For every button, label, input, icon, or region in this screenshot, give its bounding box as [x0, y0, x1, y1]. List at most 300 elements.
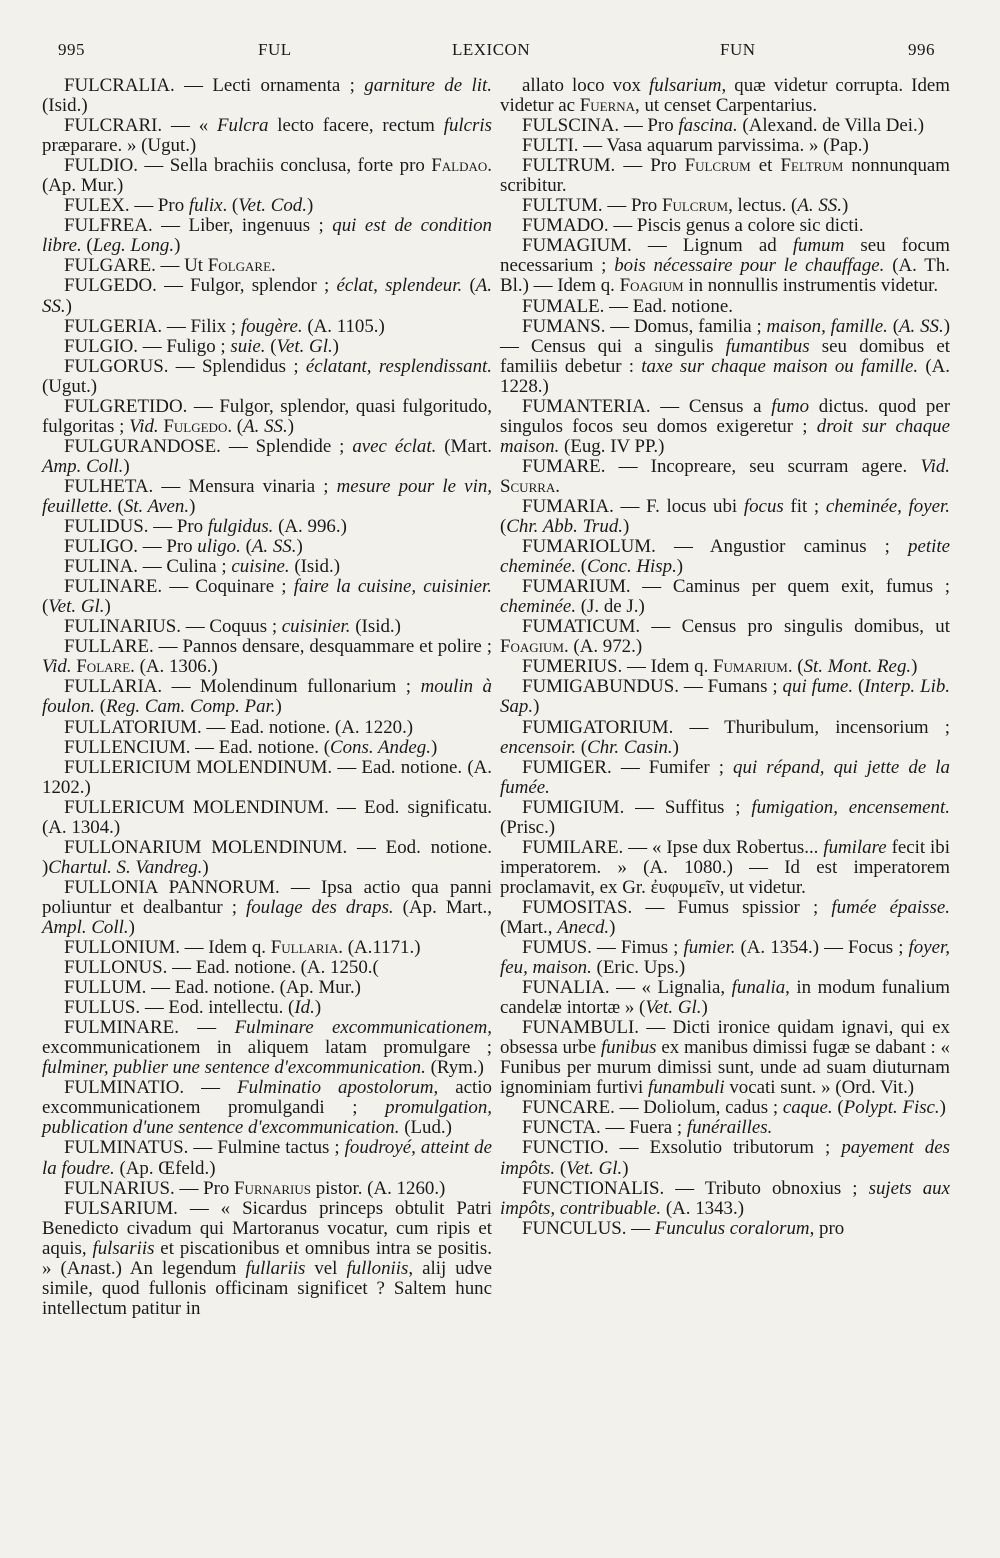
italic-text: Vet. Gl.: [566, 1157, 623, 1179]
entry-text: FUMOSITAS. — Fumus spissior ;: [522, 896, 832, 918]
italic-text: fulsarium: [649, 75, 722, 96]
entry-text: . (: [227, 415, 244, 437]
entry-text: pistor. (A. 1260.): [311, 1177, 446, 1199]
dictionary-entry: [500, 1219, 950, 1239]
italic-text: qui est de condition libre.: [42, 215, 492, 257]
entry-text: seu domibus et familiis debetur :: [500, 335, 951, 377]
dictionary-entry: [500, 216, 950, 236]
dictionary-entry: [42, 938, 492, 958]
entry-text: (: [265, 335, 277, 357]
entry-text: FULIDUS. — Pro: [64, 516, 208, 538]
italic-text: Chartul. S. Vandreg.: [48, 856, 203, 878]
italic-text: encensoir.: [500, 736, 577, 758]
entry-text: fit ;: [783, 495, 826, 517]
italic-text: promulgation, publication d'une sentence d'excommunication.: [42, 1097, 492, 1139]
dictionary-entry: [500, 457, 950, 497]
entry-text: FULLATORIUM. — Ead. notione. (A. 1220.): [64, 716, 414, 738]
entry-text: FUMADO. — Piscis genus a colore sic dicti.: [522, 215, 864, 237]
italic-text: fumo: [771, 395, 810, 417]
entry-text: (Lud.): [399, 1117, 452, 1139]
dictionary-entry: [42, 1138, 492, 1178]
italic-text: foulage des draps.: [245, 896, 394, 918]
dictionary-entry: [500, 898, 950, 938]
entry-text: ast.) An legendum: [89, 1257, 246, 1279]
dictionary-entry: [42, 838, 492, 878]
italic-text: Cons. Andeg.: [330, 736, 431, 758]
italic-text: fumantibus: [725, 335, 810, 357]
dictionary-entry: [42, 216, 492, 256]
entry-text: (: [112, 495, 124, 517]
dictionary-entry: [42, 477, 492, 517]
entry-text: , pro: [809, 1217, 845, 1239]
italic-text: Id.: [294, 997, 315, 1019]
dictionary-entry: [42, 276, 492, 316]
entry-text: ): [123, 455, 130, 477]
entry-text: FULHETA. — Mensura vinaria ;: [64, 475, 337, 497]
entry-text: (Prisc.): [500, 816, 556, 838]
italic-text: cuisine.: [231, 556, 290, 578]
entry-text: FUNCARE. — Doliolum, cadus ;: [522, 1097, 783, 1119]
entry-text: FULLARIA. — Molendinum fullonarium ;: [64, 676, 421, 698]
italic-text: Vet. Cod.: [238, 195, 307, 217]
entry-text: FULSARIUM. — « Sicardus princeps obtulit Patri Benedicto civadum qui Martoranus vocatur, cum ripis et aquis,: [42, 1197, 492, 1259]
dictionary-entry: [500, 317, 950, 397]
dictionary-entry: [500, 1098, 950, 1118]
entry-text: FULGARE. — Ut: [64, 255, 208, 277]
small-caps-ref: Folare: [76, 656, 131, 678]
entry-text: et piscationibus et omnibus intra se positis. » (A: [42, 1237, 492, 1279]
entry-text: FULLARE. — Pannos densare, desquammare et polire ;: [64, 636, 492, 658]
italic-text: A. SS.: [899, 315, 944, 337]
entry-text: ): [65, 295, 72, 317]
entry-text: FUMARE. — Incopreare, seu scurram agere.: [522, 455, 921, 477]
italic-text: fougère.: [240, 315, 303, 337]
italic-text: faire la cuisine, cuisinier.: [293, 576, 493, 598]
entry-text: , lectus. (: [728, 195, 798, 217]
small-caps-ref: Fulcrum: [661, 195, 729, 217]
italic-text: Vid.: [920, 455, 950, 477]
entry-text: . (A. 1306.): [130, 656, 218, 678]
dictionary-entry: [500, 838, 950, 898]
left-column: [42, 76, 492, 1319]
dictionary-entry: [42, 617, 492, 637]
entry-text: FUMARIUM. — Caminus per quem exit, fumus ;: [522, 576, 950, 598]
entry-text: FULTRUM. — Pro: [522, 155, 685, 177]
entry-text: FULLUM. — Ead. notione. (Ap. Mur.): [64, 977, 361, 999]
italic-text: A. SS.: [243, 415, 288, 437]
italic-text: Anecd.: [557, 916, 610, 938]
italic-text: caque.: [782, 1097, 833, 1119]
italic-text: fumilare: [823, 836, 887, 858]
italic-text: funibus: [600, 1037, 657, 1059]
entry-text: (: [555, 1157, 567, 1179]
entry-text: , in modum funalium candelæ intortæ » (: [500, 977, 950, 1019]
entry-text: ): [332, 335, 339, 357]
dictionary-entry: [42, 317, 492, 337]
italic-text: droit sur chaque maison.: [500, 415, 950, 457]
entry-text: FUMAGIUM. — Lignum ad: [522, 235, 793, 257]
dictionary-entry: [500, 1018, 950, 1098]
italic-text: fumée épaisse.: [831, 896, 950, 918]
italic-text: fumier.: [683, 937, 736, 959]
italic-text: maison, famille.: [766, 315, 888, 337]
entry-text: FUNCTIONALIS. — Tributo obnoxius ;: [522, 1177, 869, 1199]
entry-text: . (: [222, 195, 239, 217]
entry-text: ex manibus dimissi fugæ se dabant : « Funibus per murum dimissi sunt, unde ad suam diuturnam ignominiam furtivi: [500, 1037, 950, 1099]
dictionary-entry: [42, 677, 492, 717]
italic-text: funérailles.: [686, 1117, 773, 1139]
entry-text: FUMANTERIA. — Census a: [522, 395, 772, 417]
dictionary-entry: [500, 236, 950, 296]
italic-text: Vid.: [42, 656, 72, 678]
entry-text: (: [853, 676, 865, 698]
entry-text: dictus. quod per singulos focos seu domos exigeretur ;: [500, 395, 950, 437]
italic-text: fullariis: [245, 1257, 306, 1279]
entry-text: , actio excommunicationem promulgandi ;: [42, 1077, 492, 1119]
entry-text: FULMINATUS. — Fulmine tactus ;: [64, 1137, 345, 1159]
entry-text: ) — Census qui a singulis: [500, 315, 951, 357]
dictionary-entry: [500, 136, 950, 156]
entry-text: FULLERICIUM MOLENDINUM. — Ead. notione. (A. 1202.): [42, 756, 492, 798]
dictionary-entry: [42, 357, 492, 397]
entry-text: ): [104, 596, 111, 618]
small-caps-ref: Fumarium: [713, 656, 788, 678]
entry-text: FULMINARE. —: [64, 1017, 235, 1039]
entry-text: , ut censet Carpentarius.: [635, 95, 818, 117]
dictionary-entry: [42, 1078, 492, 1138]
italic-text: fulix: [188, 195, 223, 217]
entry-text: ): [841, 195, 849, 217]
dictionary-entry: [500, 156, 950, 196]
entry-text: ): [306, 195, 314, 217]
italic-text: funalia: [731, 977, 786, 999]
entry-text: (Eug. IV PP.): [559, 435, 665, 457]
italic-text: bois nécessaire pour le chauffage.: [614, 255, 885, 277]
entry-text: ): [314, 997, 322, 1019]
entry-text: (A. 996.): [273, 516, 347, 538]
entry-text: FULLONIA PANNORUM. — Ipsa actio qua panni poliuntur et dealbantur ;: [42, 876, 492, 918]
dictionary-entry: [500, 1179, 950, 1219]
entry-text: (: [576, 736, 588, 758]
entry-text: (A. 1343.): [661, 1197, 744, 1219]
entry-text: lecto facere, rectum: [268, 115, 444, 137]
entry-text: (A. 1105.): [302, 315, 385, 337]
entry-text: ): [533, 696, 540, 718]
italic-text: qui fume.: [782, 676, 854, 698]
entry-text: FULIGO. — Pro: [64, 536, 198, 558]
dictionary-entry: [42, 978, 492, 998]
entry-text: FULLUS. — Eod. intellectu. (: [64, 997, 295, 1019]
italic-text: garniture de lit.: [364, 75, 492, 96]
entry-text: FULTUM. — Pro: [522, 195, 662, 217]
entry-text: , excommunicationem in aliquem latam promulgare ;: [42, 1017, 492, 1059]
entry-text: ): [911, 656, 918, 678]
page-number-right: 996: [908, 40, 935, 59]
dictionary-entry: [42, 738, 492, 758]
entry-text: , ut videtur.: [719, 876, 806, 898]
entry-text: FUMARIOLUM. — Angustior caminus ;: [522, 536, 909, 558]
entry-text: ): [622, 1157, 629, 1179]
dictionary-entry: [500, 758, 950, 798]
entry-text: FULINARE. — Coquinare ;: [64, 576, 294, 598]
entry-text: . (: [787, 656, 804, 678]
entry-text: ): [128, 916, 135, 938]
italic-text: A. SS.: [42, 275, 492, 317]
entry-text: (Mart.,: [500, 916, 558, 938]
dictionary-entry: [500, 1118, 950, 1138]
dictionary-entry: [500, 397, 950, 457]
small-caps-ref: Scurra: [500, 475, 556, 497]
italic-text: fumum: [792, 235, 845, 257]
dictionary-entry: [500, 76, 950, 116]
italic-text: suie.: [230, 335, 266, 357]
dictionary-entry: [42, 1018, 492, 1078]
dictionary-entry: [500, 657, 950, 677]
entry-text: allato loco vox: [522, 75, 650, 96]
italic-text: Reg. Cam. Comp. Par.: [106, 696, 276, 718]
italic-text: fulcris: [443, 115, 492, 137]
dictionary-entry: [42, 256, 492, 276]
italic-text: A. SS.: [797, 195, 842, 217]
entry-text: fecit ibi imperatorem. » (A. 1080.) — Id est imperatorem proclamavit, ex Gr.: [500, 836, 950, 898]
dictionary-entry: [500, 116, 950, 136]
entry-text: (: [832, 1097, 844, 1119]
entry-text: FULCRALIA. — Lecti ornamenta ;: [64, 75, 365, 96]
entry-text: (Isid.): [42, 95, 88, 117]
italic-text: cheminée, foyer.: [825, 495, 950, 517]
entry-text: vel: [305, 1257, 347, 1279]
italic-text: Funculus coralorum: [654, 1217, 810, 1239]
entry-text: FULNARIUS. — Pro: [64, 1177, 235, 1199]
entry-text: FULINA. — Culina ;: [64, 556, 232, 578]
italic-text: éclatant, resplendissant.: [305, 355, 492, 377]
entry-text: FUNAMBULI. — Dicti ironice quidam ignavi, qui ex obsessa urbe: [500, 1017, 950, 1059]
italic-text: Conc. Hisp.: [587, 556, 677, 578]
entry-text: ): [672, 736, 679, 758]
entry-text: FUMIGATORIUM. — Thuribulum, incensorium ;: [522, 716, 950, 738]
dictionary-entry: [42, 878, 492, 938]
dictionary-entry: [500, 677, 950, 717]
entry-text: ): [174, 235, 181, 257]
italic-text: Amp. Coll.: [42, 455, 124, 477]
running-head: [0, 40, 1000, 70]
entry-text: . (A.1171.): [338, 937, 421, 959]
dictionary-entry: [500, 537, 950, 577]
entry-text: FUMALE. — Ead. notione.: [522, 295, 733, 317]
entry-text: ): [430, 736, 438, 758]
entry-text: FULGERIA. — Filix ;: [64, 315, 241, 337]
small-caps-ref: Fulgedo: [163, 415, 228, 437]
small-caps-ref: Faldao: [431, 155, 488, 177]
entry-text: (: [576, 556, 588, 578]
entry-text: FULFREA. — Liber, ingenuus ;: [64, 215, 333, 237]
dictionary-entry: [42, 798, 492, 838]
entry-text: FUNALIA. — « Lignalia,: [522, 977, 732, 999]
italic-text: Vid.: [129, 415, 159, 437]
italic-text: St. Aven.: [123, 495, 190, 517]
entry-text: FUMERIUS. — Idem q.: [522, 656, 714, 678]
entry-text: FULLONARIUM MOLENDINUM. — Eod. notione. ): [42, 836, 492, 878]
dictionary-entry: [500, 978, 950, 1018]
italic-text: cheminée.: [500, 596, 577, 618]
dictionary-entry: [500, 577, 950, 617]
dictionary-entry: [500, 938, 950, 978]
italic-text: Ampl. Coll.: [42, 916, 129, 938]
italic-text: fumigation, encensement.: [751, 796, 950, 818]
italic-text: Vet. Gl.: [645, 997, 702, 1019]
entry-text: .: [555, 475, 561, 497]
dictionary-entry: [500, 297, 950, 317]
small-caps-ref: Fullaria: [270, 937, 339, 959]
entry-text: FUMANS. — Domus, familia ;: [522, 315, 767, 337]
entry-text: ): [609, 916, 616, 938]
italic-text: moulin à foulon.: [42, 676, 492, 718]
entry-text: (Isid.): [289, 556, 340, 578]
small-caps-ref: Folgare: [207, 255, 272, 277]
italic-text: foyer, feu, maison.: [500, 937, 950, 979]
entry-text: (: [887, 315, 899, 337]
entry-text: seu focum necessarium ;: [500, 235, 950, 277]
italic-text: qui répand, qui jette de la fumée.: [500, 756, 950, 798]
entry-text: FULSCINA. — Pro: [522, 115, 679, 137]
dictionary-entry: [500, 617, 950, 657]
entry-text: FULCRARI. — «: [64, 115, 217, 137]
entry-text: FULDIO. — Sella brachiis conclusa, forte pro: [64, 155, 432, 177]
entry-text: FULLONIUM. — Idem q.: [64, 937, 271, 959]
italic-text: uligo.: [197, 536, 241, 558]
dictionary-entry: [42, 718, 492, 738]
italic-text: funambuli: [647, 1077, 725, 1099]
entry-text: (Mart.: [436, 435, 492, 457]
small-caps-ref: Fuerna: [579, 95, 636, 117]
entry-text: (: [42, 596, 49, 618]
entry-text: (Alexand. de Villa Dei.): [737, 115, 925, 137]
entry-text: ): [296, 536, 303, 558]
entry-text: FULLONUS. — Ead. notione. (A. 1250.(: [64, 957, 379, 979]
small-caps-ref: Feltrum: [780, 155, 844, 177]
entry-text: FULTI. — Vasa aquarum parvissima. » (Pap.): [522, 135, 869, 157]
entry-text: FULEX. — Pro: [64, 195, 189, 217]
dictionary-entry: [42, 1179, 492, 1199]
dictionary-entry: [42, 76, 492, 116]
entry-text: (: [462, 275, 476, 297]
italic-text: petite cheminée.: [500, 536, 950, 578]
entry-text: FUMILARE. — « Ipse dux Robertus...: [522, 836, 824, 858]
italic-text: éclat, splendeur.: [336, 275, 463, 297]
small-caps-ref: Fulcrum: [684, 155, 751, 177]
italic-text: avec éclat.: [352, 435, 437, 457]
entry-text: ): [287, 415, 294, 437]
italic-text: fascina.: [678, 115, 738, 137]
entry-text: FUMARIA. — F. locus ubi: [522, 495, 744, 517]
italic-text: fulgidus.: [207, 516, 274, 538]
italic-text: Chr. Casin.: [587, 736, 673, 758]
entry-text: FUMATICUM. — Census pro singulis domibus, ut: [522, 616, 950, 638]
italic-text: focus: [743, 495, 784, 517]
entry-text: (Ap. Œfeld.): [114, 1157, 216, 1179]
entry-text: ): [189, 495, 196, 517]
dictionary-entry: [42, 116, 492, 156]
entry-text: (: [81, 235, 93, 257]
entry-text: (A. 1228.): [500, 355, 950, 397]
entry-text: .: [271, 255, 276, 277]
italic-text: foudroyé, atteint de la foudre.: [42, 1137, 492, 1179]
italic-text: St. Mont. Reg.: [803, 656, 912, 678]
entry-text: ): [202, 856, 209, 878]
entry-text: FULGIO. — Fuligo ;: [64, 335, 231, 357]
dictionary-entry: [500, 497, 950, 537]
entry-text: ): [676, 556, 684, 578]
italic-text: taxe sur chaque maison ou famille.: [641, 355, 919, 377]
entry-text: (: [95, 696, 107, 718]
right-column: [500, 76, 950, 1239]
guide-word-right: FUN: [720, 40, 756, 59]
italic-text: Chr. Abb. Trud.: [506, 516, 624, 538]
italic-text: Fulminare excommunicationem: [234, 1017, 488, 1039]
entry-text: , alij udve simile, quod fullonis officinam significet ? Saltem hunc intellectum patitur in: [42, 1257, 492, 1319]
entry-text: FULINARIUS. — Coquus ;: [64, 616, 282, 638]
entry-text: (Rym.): [425, 1057, 484, 1079]
page-number-left: 995: [58, 40, 85, 59]
italic-text: Vet. Gl.: [276, 335, 333, 357]
italic-text: Fulcra: [216, 115, 269, 137]
dictionary-entry: [42, 337, 492, 357]
small-caps-ref: Foagium: [500, 636, 564, 658]
italic-text: Leg. Long.: [92, 235, 175, 257]
dictionary-entry: [42, 998, 492, 1018]
italic-text: fulsariis: [92, 1237, 155, 1259]
entry-text: et: [750, 155, 781, 177]
entry-text: (J. de J.): [576, 596, 645, 618]
entry-text: in nonnullis instrumentis videtur.: [683, 275, 939, 297]
entry-text: FUNCTA. — Fuera ;: [522, 1117, 687, 1139]
entry-text: (A. 1354.) — Focus ;: [735, 937, 909, 959]
entry-text: (Isid.): [350, 616, 401, 638]
entry-text: (Eric. Ups.): [591, 957, 686, 979]
dictionary-entry: [42, 758, 492, 798]
italic-text: Polypt. Fisc.: [843, 1097, 940, 1119]
italic-text: Vet. Gl.: [48, 596, 105, 618]
italic-text: mesure pour le vin, feuillette.: [42, 475, 492, 517]
dictionary-entry: [42, 517, 492, 537]
entry-text: (: [240, 536, 252, 558]
entry-text: ): [275, 696, 282, 718]
italic-text: fulminer, publier une sentence d'excommunication.: [42, 1057, 426, 1079]
dictionary-entry: [42, 637, 492, 677]
page-title: LEXICON: [452, 40, 531, 59]
entry-text: FULLERICUM MOLENDINUM. — Eod. significatu. (A. 1304.): [42, 796, 492, 838]
entry-text: ): [623, 516, 630, 538]
entry-text: . (A. 972.): [563, 636, 643, 658]
entry-text: ): [939, 1097, 946, 1119]
entry-text: FUMUS. — Fimus ;: [522, 937, 684, 959]
entry-text: FULMINATIO. —: [64, 1077, 238, 1099]
italic-text: Fulminatio apostolorum: [237, 1077, 434, 1099]
italic-text: fulloniis: [346, 1257, 409, 1279]
dictionary-entry: [42, 1199, 492, 1319]
italic-text: cuisinier.: [281, 616, 351, 638]
dictionary-entry: [42, 437, 492, 477]
dictionary-entry: [42, 397, 492, 437]
dictionary-entry: [42, 958, 492, 978]
dictionary-entry: [42, 156, 492, 196]
entry-text: vocati sunt. » (Ord. Vit.): [724, 1077, 915, 1099]
dictionary-entry: [42, 537, 492, 557]
entry-text: præparare. » (Ugut.): [42, 135, 197, 157]
entry-text: (Ugut.): [42, 375, 98, 397]
entry-text: FUMIGER. — Fumifer ;: [522, 756, 734, 778]
entry-text: FULGEDO. — Fulgor, splendor ;: [64, 275, 337, 297]
